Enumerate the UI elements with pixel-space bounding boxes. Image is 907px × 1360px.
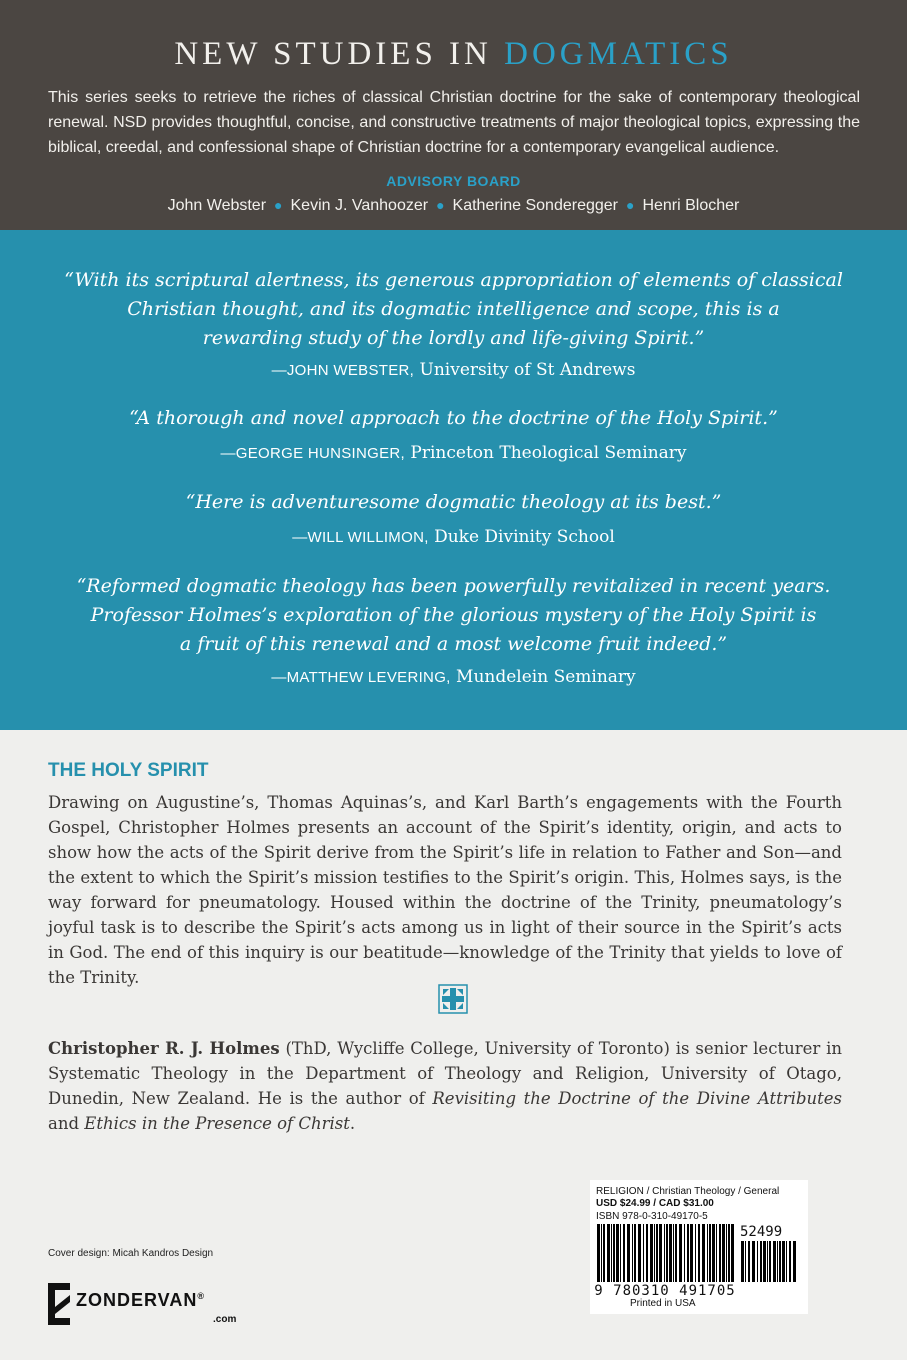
barcode-panel	[590, 1180, 808, 1314]
quote-line: a fruit of this renewal and a most welcome fruit indeed.”	[179, 633, 728, 655]
endorser-affiliation: University of St Andrews	[414, 360, 636, 380]
publisher-dotcom: .com	[213, 1314, 237, 1325]
author-name: Christopher R. J. Holmes	[48, 1039, 280, 1058]
endorsement-attribution	[0, 360, 907, 380]
endorsements-band	[0, 230, 907, 730]
book-summary: Drawing on Augustine’s, Thomas Aquinas’s, and Karl Barth’s engagements with the Fourth Gospel, Christopher Holmes presents an account of the Spirit’s identity, origin, and acts to show how the acts of the Spirit derive from the Spirit’s life in relation to Father and Son—and the extent to which the Spirit’s mission testifies to the Spirit’s origin. This, Holmes says, is the way forward for pneumatology. Housed within the doctrine of the Trinity, pneumatology’s joyful task is to describe the Spirit’s acts among us in light of their source in the Spirit’s acts in God. The end of this inquiry is our beatitude—knowledge of the Trinity that yields to love of the Trinity.	[48, 793, 842, 987]
bullet-dot-icon: ●	[274, 197, 283, 213]
cross-ornament-icon	[438, 984, 468, 1014]
advisory-board-names	[0, 197, 907, 215]
quote-line: Christian thought, and its dogmatic intelligence and scope, this is a	[127, 298, 780, 320]
endorsement-attribution	[0, 527, 907, 547]
bullet-dot-icon: ●	[625, 197, 635, 213]
endorsement-attribution	[0, 667, 907, 687]
bullet-dot-icon: ●	[436, 197, 445, 213]
author-work-title: Ethics in the Presence of Christ	[84, 1114, 350, 1133]
board-member: Katherine Sonderegger	[452, 197, 618, 214]
endorser-name: —JOHN WEBSTER,	[271, 362, 415, 379]
quote-line: “Reformed dogmatic theology has been powerfully revitalized in recent years.	[76, 575, 831, 597]
author-bio-text: .	[349, 1114, 356, 1133]
price-code: 52499	[740, 1224, 783, 1240]
author-bio	[48, 1036, 842, 1136]
endorser-affiliation: Mundelein Seminary	[450, 667, 636, 687]
author-bio-text: and	[48, 1114, 85, 1133]
author-work-title: Revisiting the Doctrine of the Divine Attributes	[432, 1089, 842, 1108]
barcode-digits: 9 780310 491705	[594, 1283, 736, 1299]
bisac-category: RELIGION / Christian Theology / General	[596, 1186, 780, 1197]
barcode-main-icon	[596, 1224, 734, 1282]
quote-line: “With its scriptural alertness, its generous appropriation of elements of classical	[64, 269, 843, 291]
price-label: USD $24.99 / CAD $31.00	[596, 1198, 714, 1209]
endorsement-attribution	[0, 443, 907, 463]
endorsement-quote	[40, 404, 867, 433]
endorser-name: —WILL WILLIMON,	[292, 529, 429, 546]
series-band	[0, 0, 907, 230]
quote-line: “Here is adventuresome dogmatic theology at its best.”	[185, 491, 722, 513]
endorser-affiliation: Duke Divinity School	[428, 527, 615, 547]
quote-line: “A thorough and novel approach to the doctrine of the Holy Spirit.”	[129, 407, 778, 429]
board-member: Henri Blocher	[642, 197, 740, 214]
series-title-main: NEW STUDIES IN	[174, 36, 505, 72]
book-title: THE HOLY SPIRIT	[48, 760, 209, 781]
board-member: John Webster	[167, 197, 267, 214]
publisher-wordmark: ZONDERVAN	[76, 1290, 198, 1310]
series-title	[0, 36, 907, 73]
series-description: This series seeks to retrieve the riches of classical Christian doctrine for the sake of contemporary theological renewal. NSD provides thoughtful, concise, and constructive treatments of major theological topics, expressing the biblical, creedal, and confessional shape of Christian doctrine for a contemporary evangelical audience.	[48, 89, 860, 156]
series-title-accent: DOGMATICS	[504, 36, 733, 72]
registered-mark: ®	[197, 1291, 205, 1301]
endorser-affiliation: Princeton Theological Seminary	[405, 443, 687, 463]
cover-credit: Cover design: Micah Kandros Design	[48, 1248, 214, 1259]
endorsement-quote	[40, 488, 867, 517]
quote-line: Professor Holmes’s exploration of the glorious mystery of the Holy Spirit is	[90, 604, 817, 626]
publisher-name	[76, 1290, 205, 1311]
quote-line: rewarding study of the lordly and life-giving Spirit.”	[202, 327, 705, 349]
barcode-addon-icon	[740, 1241, 800, 1282]
zondervan-logo-icon	[48, 1283, 70, 1325]
author-bio-text: (ThD, Wycliffe College, University of Toronto) is senior lecturer in Systematic Theology in the Department of Theology and Religion, University of Otago, Dunedin, New Zealand. He is the author of	[48, 1039, 842, 1108]
endorser-name: —MATTHEW LEVERING,	[271, 669, 451, 686]
endorser-name: —GEORGE HUNSINGER,	[220, 445, 406, 462]
isbn-label: ISBN 978-0-310-49170-5	[596, 1211, 708, 1222]
printed-in: Printed in USA	[630, 1298, 696, 1309]
board-member: Kevin J. Vanhoozer	[290, 197, 429, 214]
advisory-board-label: ADVISORY BOARD	[386, 173, 521, 189]
endorsement-quote	[40, 572, 867, 659]
endorsement-quote	[40, 266, 867, 353]
